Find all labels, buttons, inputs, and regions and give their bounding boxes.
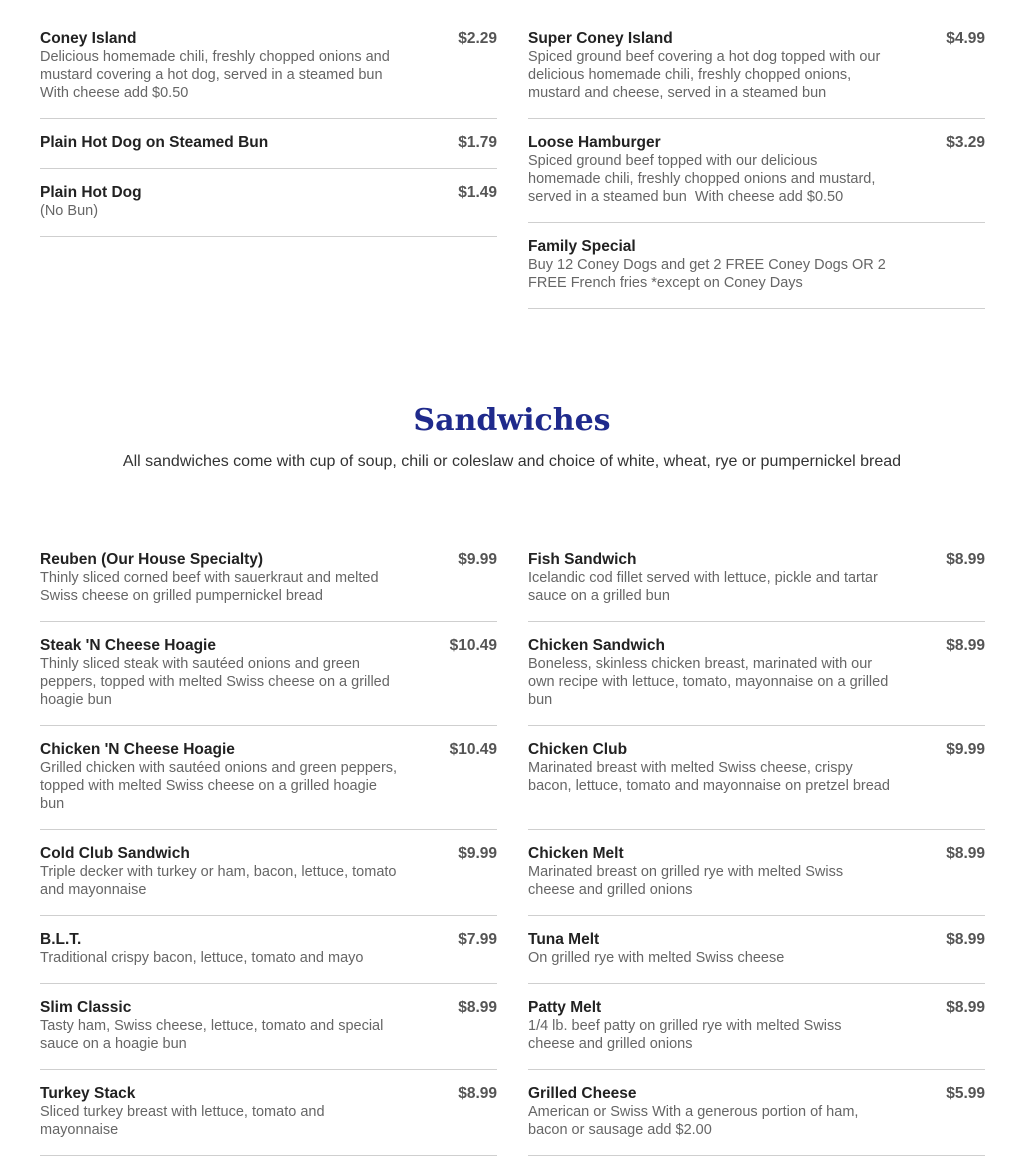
item-price: $3.29 (946, 134, 985, 151)
item-description: 1/4 lb. beef patty on grilled rye with melted Swiss cheese and grilled onions (528, 1018, 846, 1052)
item-description: (No Bun) (40, 203, 99, 219)
item-price: $5.99 (946, 1085, 985, 1102)
item-price: $8.99 (946, 845, 985, 862)
item-price: $1.79 (458, 134, 497, 151)
menu-item (528, 223, 985, 309)
menu-item (40, 169, 497, 237)
menu-item (528, 30, 985, 119)
item-name: Reuben (Our House Specialty) (40, 551, 264, 568)
item-name: Patty Melt (528, 999, 602, 1016)
item-name: Family Special (528, 238, 636, 255)
item-name: Plain Hot Dog (40, 184, 142, 201)
coney-left-column (40, 30, 497, 309)
item-name: Steak 'N Cheese Hoagie (40, 637, 216, 654)
item-name: Fish Sandwich (528, 551, 637, 568)
item-description: Marinated breast with melted Swiss cheese, crispy bacon, lettuce, tomato and mayonnaise on pretzel bread (528, 760, 890, 794)
item-description: Triple decker with turkey or ham, bacon, lettuce, tomato and mayonnaise (40, 864, 401, 898)
menu-item (40, 984, 497, 1070)
menu-item (40, 1070, 497, 1156)
item-price: $7.99 (458, 931, 497, 948)
menu-item (40, 551, 497, 622)
item-name: Chicken Club (528, 741, 628, 758)
item-price: $10.49 (449, 637, 497, 654)
section-title-sandwiches: Sandwiches (413, 403, 611, 438)
item-description: Thinly sliced steak with sautéed onions and green peppers, topped with melted Swiss cheese on a grilled hoagie bun (40, 656, 394, 708)
item-description: Delicious homemade chili, freshly chopped onions and mustard covering a hot dog, served in a steamed bun With cheese add $0.50 (40, 49, 395, 101)
item-price: $9.99 (458, 845, 497, 862)
item-name: Chicken Sandwich (528, 637, 665, 654)
coney-right-column (528, 30, 985, 309)
item-name: Coney Island (40, 30, 137, 47)
menu-item (528, 119, 985, 223)
item-price: $9.99 (458, 551, 497, 568)
item-price: $1.49 (458, 184, 497, 201)
item-name: B.L.T. (40, 931, 82, 948)
item-name: Slim Classic (40, 999, 132, 1016)
menu-item (40, 726, 497, 830)
menu-item (528, 551, 985, 622)
menu-item (528, 726, 985, 830)
item-description: Icelandic cod fillet served with lettuce, pickle and tartar sauce on a grilled bun (528, 570, 882, 604)
item-name: Grilled Cheese (528, 1085, 637, 1102)
item-description: Grilled chicken with sautéed onions and green peppers, topped with melted Swiss cheese on a grilled hoagie bun (40, 760, 402, 812)
menu-item (40, 119, 497, 169)
item-price: $8.99 (458, 1085, 497, 1102)
item-name: Turkey Stack (40, 1085, 136, 1102)
item-name: Cold Club Sandwich (40, 845, 190, 862)
item-description: American or Swiss With a generous portion of ham, bacon or sausage add $2.00 (528, 1104, 863, 1138)
item-description: Spiced ground beef covering a hot dog topped with our delicious homemade chili, freshly chopped onions, mustard and cheese, served in a steamed bun (528, 49, 885, 101)
menu-item (528, 984, 985, 1070)
sandwich-left-column (40, 551, 497, 1156)
menu-item (40, 916, 497, 984)
item-name: Plain Hot Dog on Steamed Bun (40, 134, 269, 151)
item-description: On grilled rye with melted Swiss cheese (528, 950, 785, 966)
item-name: Chicken 'N Cheese Hoagie (40, 741, 235, 758)
item-price: $8.99 (946, 931, 985, 948)
sandwich-right-column (528, 551, 985, 1156)
menu-item (528, 830, 985, 916)
menu-item (528, 1070, 985, 1156)
item-price: $2.29 (458, 30, 497, 47)
item-description: Spiced ground beef topped with our delicious homemade chili, freshly chopped onions and mustard, served in a steamed bun With cheese add $0.50 (528, 153, 880, 205)
item-description: Traditional crispy bacon, lettuce, tomato and mayo (40, 950, 364, 966)
item-description: Boneless, skinless chicken breast, marinated with our own recipe with lettuce, tomato, mayonnaise on a grilled bun (528, 656, 893, 708)
menu-item (40, 830, 497, 916)
sandwich-menu-grid (40, 551, 985, 1156)
menu-item (528, 622, 985, 726)
item-description: Buy 12 Coney Dogs and get 2 FREE Coney Dogs OR 2 FREE French fries *except on Coney Days (528, 257, 890, 291)
item-description: Thinly sliced corned beef with sauerkraut and melted Swiss cheese on grilled pumpernickel bread (40, 570, 383, 604)
item-price: $8.99 (458, 999, 497, 1016)
item-price: $10.49 (449, 741, 497, 758)
item-price: $4.99 (946, 30, 985, 47)
menu-item (528, 916, 985, 984)
item-price: $9.99 (946, 741, 985, 758)
coney-menu-grid (40, 30, 985, 309)
item-name: Loose Hamburger (528, 134, 661, 151)
section-subtitle: All sandwiches come with cup of soup, chili or coleslaw and choice of white, wheat, rye or pumpernickel bread (122, 453, 902, 470)
item-price: $8.99 (946, 999, 985, 1016)
item-description: Tasty ham, Swiss cheese, lettuce, tomato and special sauce on a hoagie bun (40, 1018, 388, 1052)
item-name: Super Coney Island (528, 30, 673, 47)
item-price: $8.99 (946, 637, 985, 654)
item-name: Chicken Melt (528, 845, 624, 862)
menu-item (40, 30, 497, 119)
item-price: $8.99 (946, 551, 985, 568)
menu-item (40, 622, 497, 726)
item-description: Marinated breast on grilled rye with melted Swiss cheese and grilled onions (528, 864, 848, 898)
item-description: Sliced turkey breast with lettuce, tomato and mayonnaise (40, 1104, 329, 1138)
item-name: Tuna Melt (528, 931, 600, 948)
